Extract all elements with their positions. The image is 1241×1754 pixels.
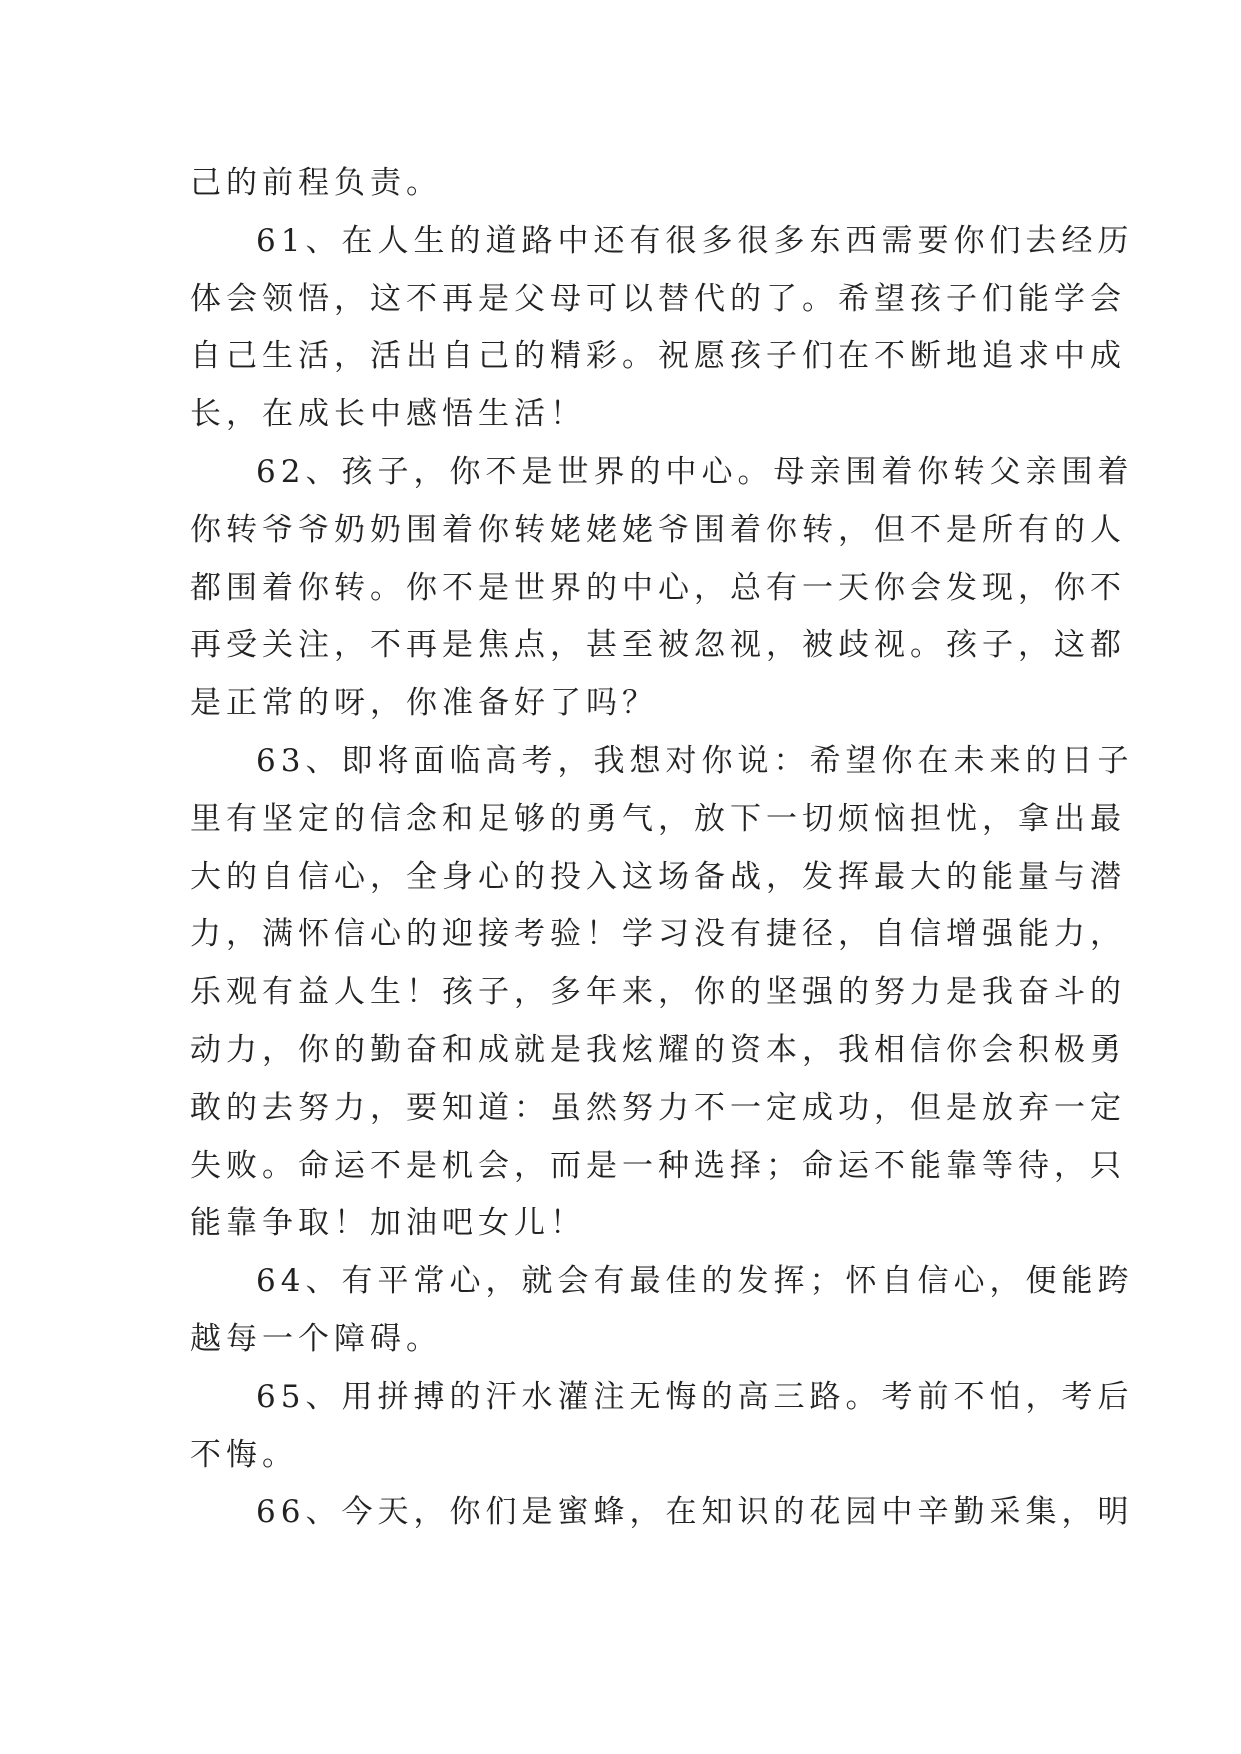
paragraph-start-line: 65、用拼搏的汗水灌注无悔的高三路。考前不怕，考后 [256, 1378, 1134, 1415]
text-line: 乐观有益人生！孩子，多年来，你的坚强的努力是我奋斗的 [190, 974, 1126, 1011]
text-line: 力，满怀信心的迎接考验！学习没有捷径，自信增强能力， [190, 916, 1126, 953]
text-line: 里有坚定的信念和足够的勇气，放下一切烦恼担忧，拿出最 [190, 800, 1126, 837]
text-line: 再受关注，不再是焦点，甚至被忽视，被歧视。孩子，这都 [190, 627, 1126, 664]
text-line: 你转爷爷奶奶围着你转姥姥姥爷围着你转，但不是所有的人 [190, 511, 1126, 548]
text-line: 能靠争取！加油吧女儿！ [190, 1205, 586, 1242]
paragraph-start-line: 66、今天，你们是蜜蜂，在知识的花园中辛勤采集，明 [256, 1494, 1134, 1531]
text-line: 越每一个障碍。 [190, 1320, 442, 1357]
text-line: 是正常的呀，你准备好了吗？ [190, 685, 658, 722]
paragraph-start-line: 61、在人生的道路中还有很多很多东西需要你们去经历 [256, 222, 1134, 259]
document-body [190, 155, 1134, 1542]
text-line: 敢的去努力，要知道：虽然努力不一定成功，但是放弃一定 [190, 1089, 1126, 1126]
paragraph-start-line: 62、孩子，你不是世界的中心。母亲围着你转父亲围着 [256, 453, 1134, 490]
text-line: 都围着你转。你不是世界的中心，总有一天你会发现，你不 [190, 569, 1126, 606]
text-line: 大的自信心，全身心的投入这场备战，发挥最大的能量与潜 [190, 858, 1126, 895]
text-line: 自己生活，活出自己的精彩。祝愿孩子们在不断地追求中成 [190, 338, 1126, 375]
text-line: 不悔。 [190, 1436, 298, 1473]
text-line: 己的前程负责。 [190, 165, 442, 201]
text-line: 动力，你的勤奋和成就是我炫耀的资本，我相信你会积极勇 [190, 1031, 1126, 1068]
paragraph-start-line: 64、有平常心，就会有最佳的发挥；怀自信心，便能跨 [256, 1263, 1134, 1300]
text-line: 长，在成长中感悟生活！ [190, 396, 586, 433]
text-line: 失败。命运不是机会，而是一种选择；命运不能靠等待，只 [190, 1147, 1126, 1184]
paragraph-start-line: 63、即将面临高考，我想对你说：希望你在未来的日子 [256, 742, 1134, 779]
text-line: 体会领悟，这不再是父母可以替代的了。希望孩子们能学会 [190, 280, 1126, 317]
